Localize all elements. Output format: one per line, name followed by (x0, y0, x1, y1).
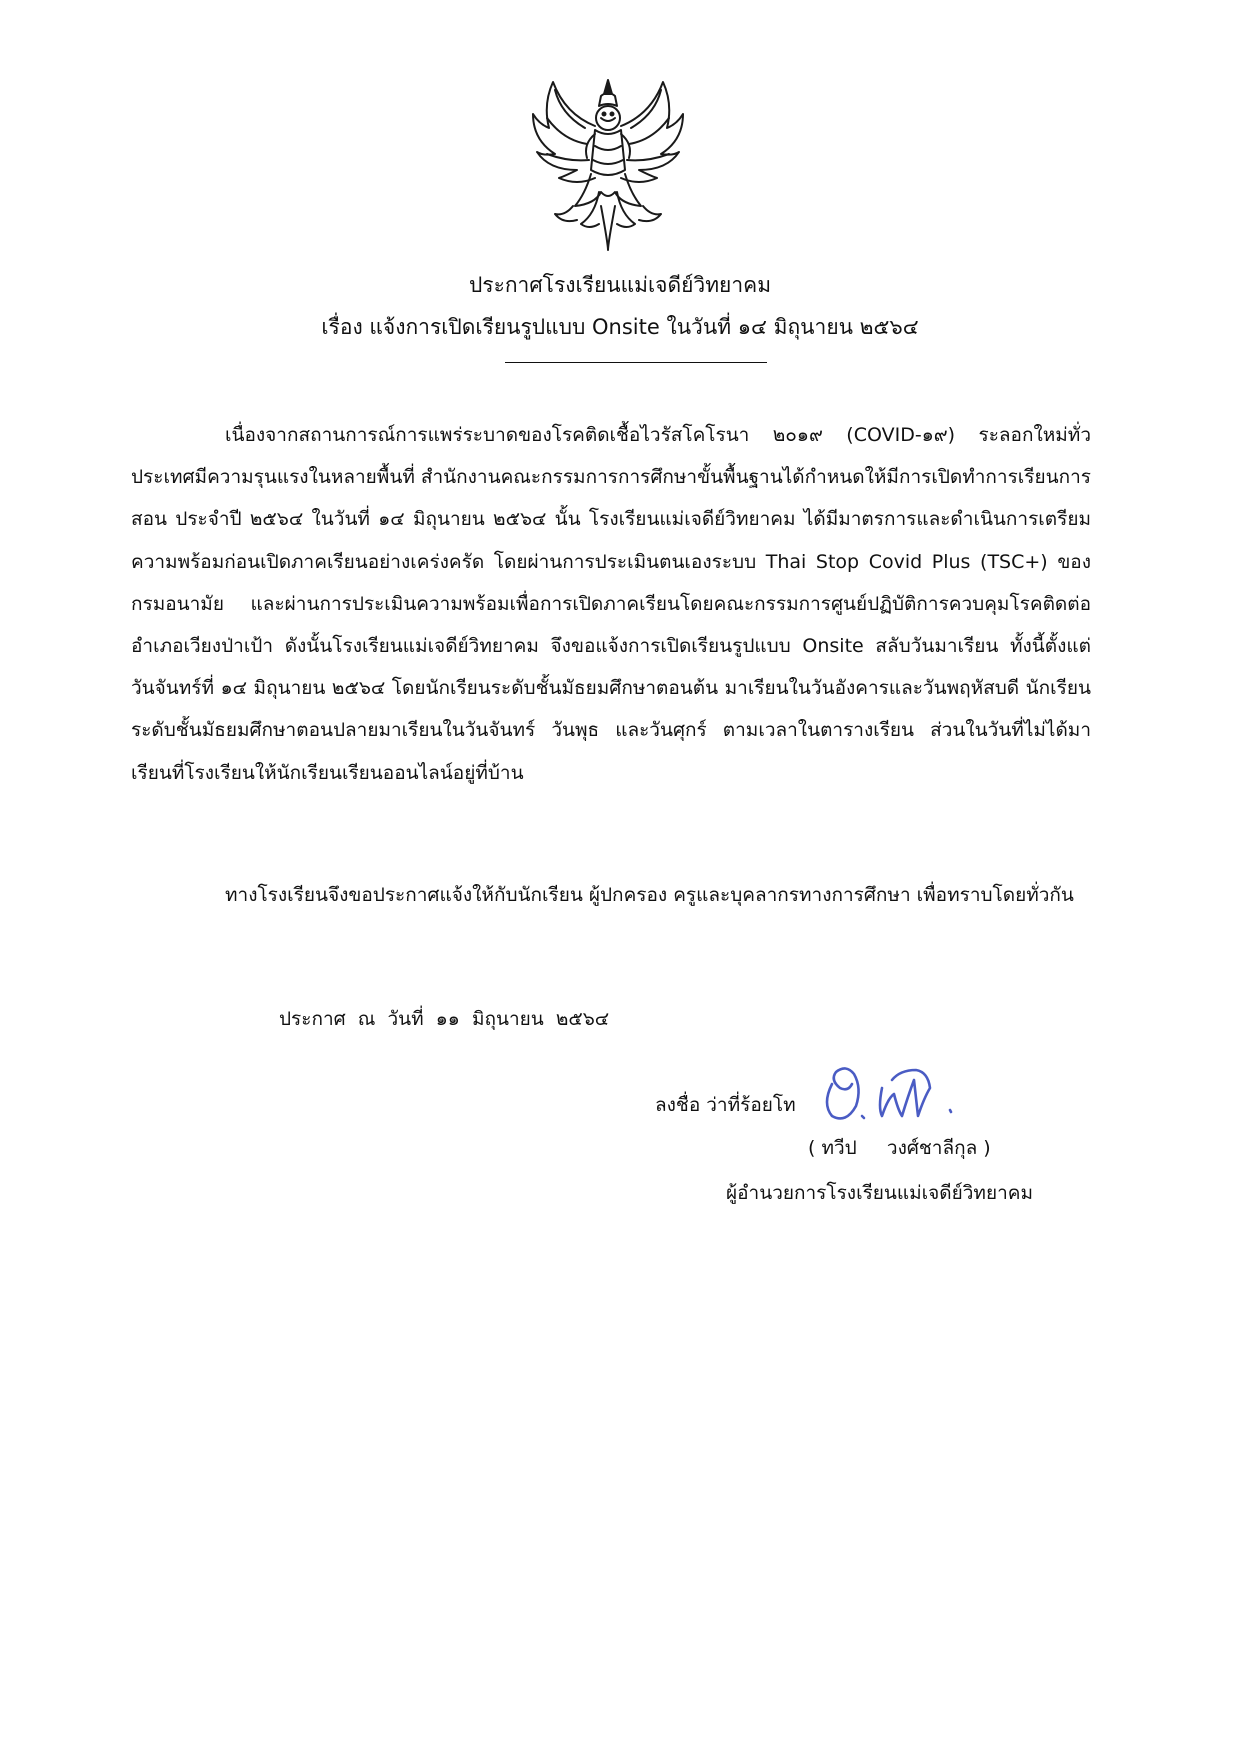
garuda-emblem-icon (525, 74, 691, 252)
body-paragraph-2-text: ทางโรงเรียนจึงขอประกาศแจ้งให้กับนักเรียน ผู้ปกครอง ครูและบุคลากรทางการศึกษา เพื่อทราบโดยทั่วกัน (225, 884, 1074, 906)
signatory-name: ( ทวีป วงศ์ชาลีกุล ) (808, 1137, 991, 1159)
announcement-title: ประกาศโรงเรียนแม่เจดีย์วิทยาคม (468, 273, 772, 297)
body-paragraph-1-text: เนื่องจากสถานการณ์การแพร่ระบาดของโรคติดเชื้อไวรัสโคโรนา ๒๐๑๙ (COVID-๑๙) ระลอกใหม่ทั่วประเทศมีความรุนแรงในหลายพื้นที่ สำนักงานคณะกรรมการการศึกษาขั้นพื้นฐานได้กำหนดให้มีการเปิดทำการเรียนการสอน ประจำปี ๒๕๖๔ ในวันที่ ๑๔ มิถุนายน ๒๕๖๔ นั้น โรงเรียนแม่เจดีย์วิทยาคม ได้มีมาตรการและดำเนินการเตรียมความพร้อมก่อนเปิดภาคเรียนอย่างเคร่งครัด โดยผ่านการประเมินตนเองระบบ Thai Stop Covid Plus (TSC+) ของกรมอนามัย และผ่านการประเมินความพร้อมเพื่อการเปิดภาคเรียนโดยคณะกรรมการศูนย์ปฏิบัติการควบคุมโรคติดต่ออำเภอเวียงป่าเป้า ดังนั้นโรงเรียนแม่เจดีย์วิทยาคม จึงขอแจ้งการเปิดเรียนรูปแบบ Onsite สลับวันมาเรียน ทั้งนี้ตั้งแต่ วันจันทร์ที่ ๑๔ มิถุนายน ๒๕๖๔ โดยนักเรียนระดับชั้นมัธยมศึกษาตอนต้น มาเรียนในวันอังคารและวันพฤหัสบดี นักเรียนระดับชั้นมัธยมศึกษาตอนปลายมาเรียนในวันจันทร์ วันพุธ และวันศุกร์ ตามเวลาในตารางเรียน ส่วนในวันที่ไม่ได้มาเรียนที่โรงเรียนให้นักเรียนเรียนออนไลน์อยู่ที่บ้าน (131, 424, 1091, 784)
signature-label: ลงชื่อ ว่าที่ร้อยโท (655, 1094, 796, 1116)
handwritten-signature-icon (818, 1058, 968, 1128)
announcement-subject: เรื่อง แจ้งการเปิดเรียนรูปแบบ Onsite ในวันที่ ๑๔ มิถุนายน ๒๕๖๔ (321, 315, 919, 339)
announcement-date: ประกาศ ณ วันที่ ๑๑ มิถุนายน ๒๕๖๔ (279, 1008, 610, 1030)
body-paragraph-1 (131, 414, 1091, 794)
signatory-position: ผู้อำนวยการโรงเรียนแม่เจดีย์วิทยาคม (726, 1182, 1033, 1204)
body-paragraph-2 (131, 874, 1091, 916)
title-divider (505, 362, 767, 363)
